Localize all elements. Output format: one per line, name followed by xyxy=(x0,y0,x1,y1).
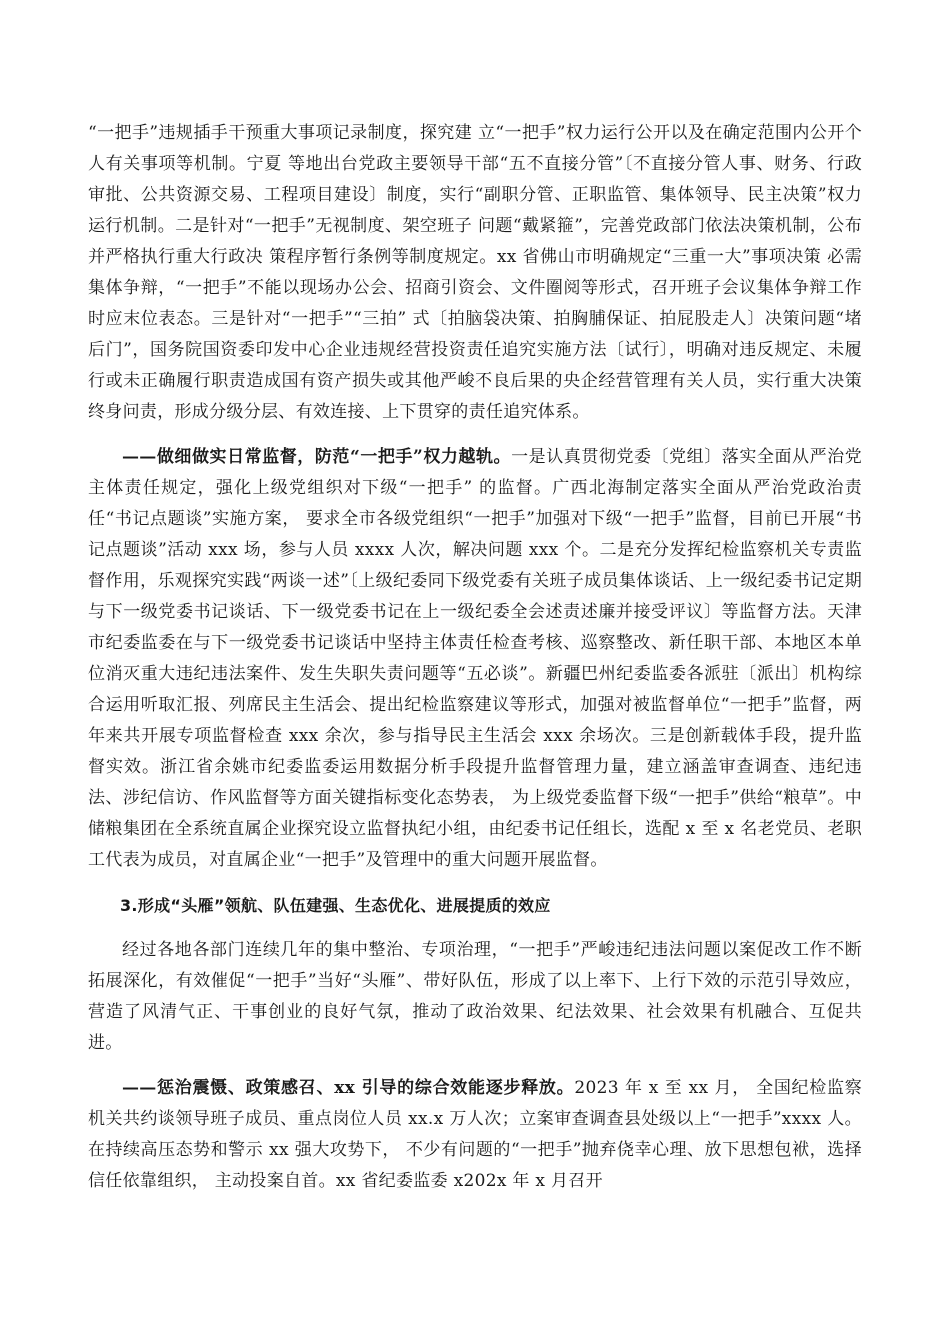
paragraph-lead-daily-supervision: ——做细做实日常监督，防范“一把手”权力越轨。 xyxy=(122,447,512,467)
paragraph-decision-mechanisms: “一把手”违规插手干预重大事项记录制度，探究建 立“一把手”权力运行公开以及在确定范围内公开个人有关事项等机制。宁夏 等地出台党政主要领导干部“五不直接分管”〔不直接分管人事、财务、行政审批、公共资源交易、工程项目建设〕制度，实行“副职分管、正职监管、集体领导、民主决策”权力运行机制。二是针对“一把手”无视制度、架空班子 问题“戴紧箍”，完善党政部门依法决策机制，公布并严格执行重大行政决 策程序暂行条例等制度规定。xx 省佛山市明确规定“三重一大”事项决策 必需集体争辩，“一把手”不能以现场办公会、招商引资会、文件圈阅等形式，召开班子会议集体争辩工作时应末位表态。三是针对“一把手”“三拍” 式〔拍脑袋决策、拍胸脯保证、拍屁股走人〕决策问题“堵后门”，国务院国资委印发中心企业违规经营投资责任追究实施方法〔试行〕，明确对违反规定、未履行或未正确履行职责造成国有资产损失或其他严峻不良后果的央企经营管理有关人员，实行重大决策终身问责，形成分级分层、有效连接、上下贯穿的责任追究体系。 xyxy=(88,123,862,422)
section-heading-3: 3.形成“头雁”领航、队伍建强、生态优化、进展提质的效应 xyxy=(120,896,551,915)
paragraph-body-daily-supervision: 一是认真贯彻党委〔党组〕落实全面从严治党主体责任规定，强化上级党组织对下级“一把手” 的监督。广西北海制定落实全面从严治党政治责任“书记点题谈”实施方案， 要求全市各级党组织“一把手”加强对下级“一把手”监督，目前已开展“书记点题谈”活动 xxx 场，参与人员 xxxx 人次，解决问题 xxx 个。二是充分发挥纪检监察机关专责监督作用，乐观探究实践“两谈一述”〔上级纪委同下级党委有关班子成员集体谈话、上一级纪委书记定期与下一级党委书记谈话、下一级党委书记在上一级纪委全会述责述廉并接受评议〕等监督方法。天津市纪委监委在与下一级党委书记谈话中坚持主体责任检查考核、巡察整改、新任职干部、本地区本单位消灭重大违纪违法案件、发生失职失责问题等“五必谈”。新疆巴州纪委监委各派驻〔派出〕机构综合运用听取汇报、列席民主生活会、提出纪检监察建议等形式，加强对被监督单位“一把手”监督，两年来共开展专项监督检查 xxx 余次，参与指导民主生活会 xxx 余场次。三是创新载体手段，提升监督实效。浙江省余姚市纪委监委运用数据分析手段提升监督管理力量，建立涵盖审查调查、违纪违法、涉纪信访、作风监督等方面关键指标变化态势表， 为上级党委监督下级“一把手”供给“粮草”。中储粮集团在全系统直属企业探究设立监督执纪小组，由纪委书记任组长，选配 x 至 x 名老党员、老职工代表为成员，对直属企业“一把手”及管理中的重大问题开展监督。 xyxy=(88,447,862,870)
paragraph-daily-supervision xyxy=(88,442,862,876)
paragraph-governance-effects: 经过各地各部门连续几年的集中整治、专项治理，“一把手”严峻违纪违法问题以案促改工作不断拓展深化，有效催促“一把手”当好“头雁”、带好队伍，形成了以上率下、上行下效的示范引导效应，营造了风清气正、干事创业的良好气氛，推动了政治效果、纪法效果、社会效果有机融合、互促共进。 xyxy=(88,940,862,1053)
paragraph-deterrence xyxy=(88,1073,862,1197)
document-page xyxy=(88,118,862,1211)
paragraph-lead-deterrence: ——惩治震慑、政策感召、xx 引导的综合效能逐步释放。 xyxy=(122,1078,575,1098)
paragraph-body-deterrence: 2023 年 x 至 xx 月， 全国纪检监察机关共约谈领导班子成员、重点岗位人员 xx.x 万人次；立案审查调查县处级以上“一把手”xxxx 人。在持续高压态势和警示 xx 强大攻势下， 不少有问题的“一把手”抛弃侥幸心理、放下思想包袱，选择信任依靠组织， 主动投案自首。xx 省纪委监委 x202x 年 x 月召开 xyxy=(88,1078,862,1191)
